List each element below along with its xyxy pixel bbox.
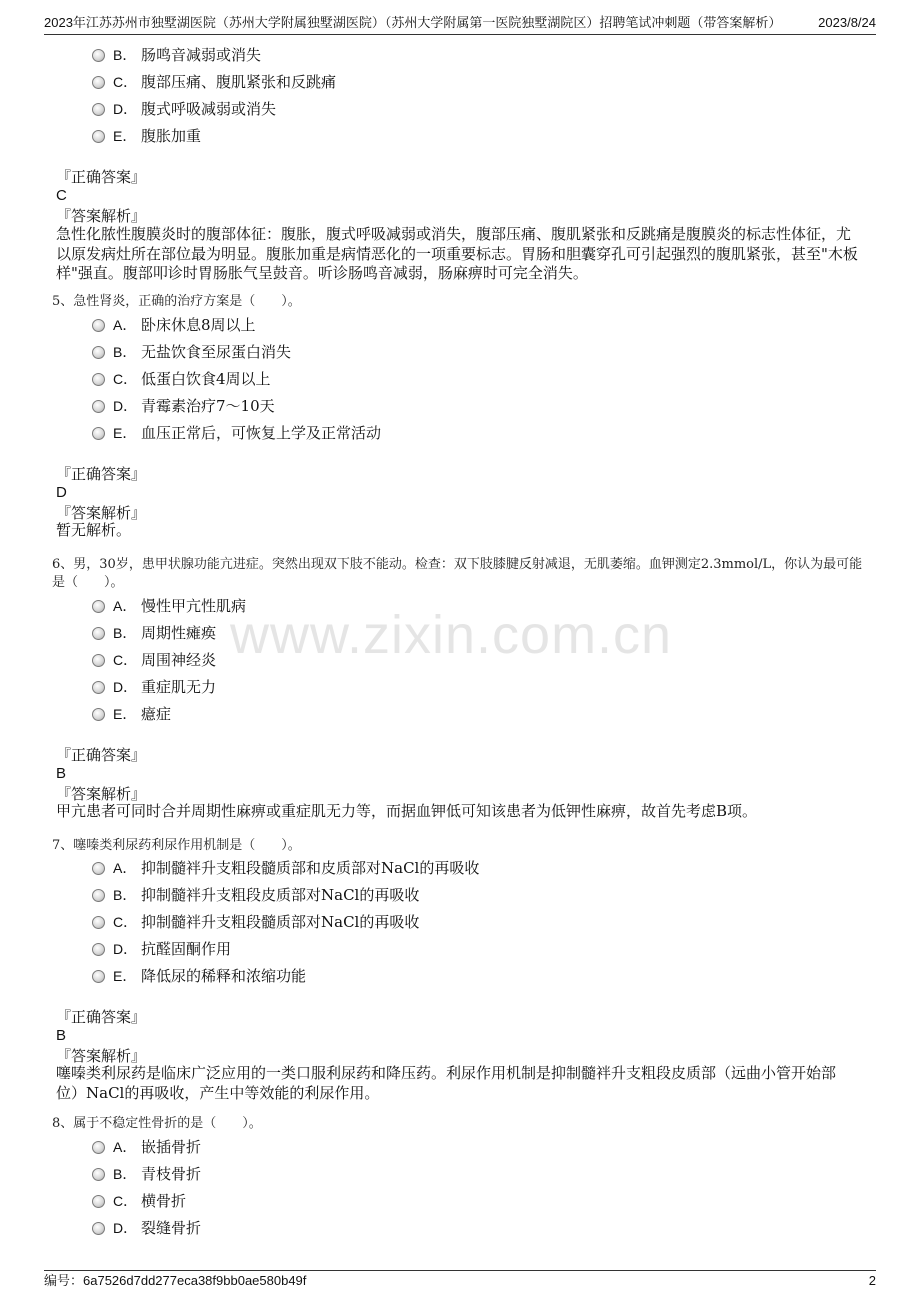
option-q7-a[interactable]: A． 抑制髓袢升支粗段髓质部和皮质部对NaCl的再吸收 [92, 857, 479, 879]
option-q6-d[interactable]: D． 重症肌无力 [92, 676, 216, 698]
page-number: 2 [868, 1273, 876, 1288]
radio-icon[interactable] [92, 1222, 105, 1235]
radio-icon[interactable] [92, 627, 105, 640]
page-header [44, 12, 876, 35]
question-6: 6、男，30岁，患甲状腺功能亢进症。突然出现双下肢不能动。检查：双下肢膝腱反射减退，无肌萎缩。血钾测定2.3mmol/L，你认为最可能是（ ）。 [52, 557, 863, 590]
analysis-label: 『答案解析』 [56, 207, 147, 225]
option-q5-b[interactable]: B． 无盐饮食至尿蛋白消失 [92, 341, 291, 363]
analysis-text: 暂无解析。 [56, 521, 132, 539]
radio-icon[interactable] [92, 916, 105, 929]
radio-icon[interactable] [92, 346, 105, 359]
correct-answer-value: B [56, 765, 67, 782]
analysis-label: 『答案解析』 [56, 785, 147, 803]
document-code: 编号：6a7526d7dd277eca38f9bb0ae580b49f [44, 1273, 307, 1288]
option-q4-e[interactable]: E． 腹胀加重 [92, 125, 201, 147]
radio-icon[interactable] [92, 654, 105, 667]
radio-icon[interactable] [92, 970, 105, 983]
analysis-label: 『答案解析』 [56, 504, 147, 522]
option-q4-d[interactable]: D． 腹式呼吸减弱或消失 [92, 98, 276, 120]
radio-icon[interactable] [92, 600, 105, 613]
option-q8-a[interactable]: A． 嵌插骨折 [92, 1136, 201, 1158]
radio-icon[interactable] [92, 373, 105, 386]
option-q4-b[interactable]: B． 肠鸣音减弱或消失 [92, 44, 261, 66]
analysis-text: 噻嗪类利尿药是临床广泛应用的一类口服利尿药和降压药。利尿作用机制是抑制髓袢升支粗段皮质部（远曲小管开始部位）NaCl的再吸收，产生中等效能的利尿作用。 [56, 1064, 837, 1102]
option-q5-e[interactable]: E． 血压正常后，可恢复上学及正常活动 [92, 422, 381, 444]
option-q5-c[interactable]: C． 低蛋白饮食4周以上 [92, 368, 271, 390]
radio-icon[interactable] [92, 1195, 105, 1208]
radio-icon[interactable] [92, 708, 105, 721]
radio-icon[interactable] [92, 400, 105, 413]
option-q7-e[interactable]: E． 降低尿的稀释和浓缩功能 [92, 965, 306, 987]
option-q7-b[interactable]: B． 抑制髓袢升支粗段皮质部对NaCl的再吸收 [92, 884, 419, 906]
watermark: www.zixin.com.cn [230, 605, 673, 665]
analysis-text: 甲亢患者可同时合并周期性麻痹或重症肌无力等，而据血钾低可知该患者为低钾性麻痹，故首先考虑B项。 [56, 802, 758, 820]
radio-icon[interactable] [92, 943, 105, 956]
analysis-label: 『答案解析』 [56, 1047, 147, 1065]
radio-icon[interactable] [92, 1168, 105, 1181]
question-7: 7、噻嗪类利尿药利尿作用机制是（ ）。 [52, 838, 301, 853]
option-q7-d[interactable]: D． 抗醛固酮作用 [92, 938, 231, 960]
radio-icon[interactable] [92, 427, 105, 440]
radio-icon[interactable] [92, 681, 105, 694]
option-q6-c[interactable]: C． 周围神经炎 [92, 649, 216, 671]
radio-icon[interactable] [92, 862, 105, 875]
radio-icon[interactable] [92, 889, 105, 902]
correct-answer-label: 『正确答案』 [56, 746, 147, 764]
radio-icon[interactable] [92, 1141, 105, 1154]
analysis-text: 急性化脓性腹膜炎时的腹部体征：腹胀，腹式呼吸减弱或消失，腹部压痛、腹肌紧张和反跳痛是腹膜炎的标志性体征，尤以原发病灶所在部位最为明显。腹胀加重是病情恶化的一项重要标志。胃肠和胆囊穿孔可引起强烈的腹肌紧张，甚至"木板样"强直。腹部叩诊时胃肠胀气呈鼓音。听诊肠鸣音减弱，肠麻痹时可完全消失。 [56, 225, 858, 282]
option-q8-d[interactable]: D． 裂缝骨折 [92, 1217, 201, 1239]
document-date: 2023/8/24 [818, 15, 876, 30]
option-q6-e[interactable]: E． 癔症 [92, 703, 171, 725]
document-title: 2023年江苏苏州市独墅湖医院（苏州大学附属独墅湖医院）（苏州大学附属第一医院独墅湖院区）招聘笔试冲刺题（带答案解析） [44, 15, 782, 30]
radio-icon[interactable] [92, 130, 105, 143]
correct-answer-value: C [56, 187, 67, 204]
correct-answer-label: 『正确答案』 [56, 168, 147, 186]
radio-icon[interactable] [92, 103, 105, 116]
option-q5-a[interactable]: A． 卧床休息8周以上 [92, 314, 256, 336]
option-q6-b[interactable]: B． 周期性瘫痪 [92, 622, 216, 644]
option-q6-a[interactable]: A． 慢性甲亢性肌病 [92, 595, 246, 617]
question-8: 8、属于不稳定性骨折的是（ ）。 [52, 1116, 262, 1131]
option-q5-d[interactable]: D． 青霉素治疗7～10天 [92, 395, 275, 417]
correct-answer-label: 『正确答案』 [56, 1008, 147, 1026]
page-footer [44, 1270, 876, 1289]
option-q4-c[interactable]: C． 腹部压痛、腹肌紧张和反跳痛 [92, 71, 336, 93]
correct-answer-value: D [56, 484, 67, 501]
correct-answer-label: 『正确答案』 [56, 465, 147, 483]
question-5: 5、急性肾炎，正确的治疗方案是（ ）。 [52, 294, 301, 309]
radio-icon[interactable] [92, 49, 105, 62]
radio-icon[interactable] [92, 76, 105, 89]
option-q7-c[interactable]: C． 抑制髓袢升支粗段髓质部对NaCl的再吸收 [92, 911, 419, 933]
correct-answer-value: B [56, 1027, 67, 1044]
option-q8-b[interactable]: B． 青枝骨折 [92, 1163, 201, 1185]
radio-icon[interactable] [92, 319, 105, 332]
option-q8-c[interactable]: C． 横骨折 [92, 1190, 186, 1212]
